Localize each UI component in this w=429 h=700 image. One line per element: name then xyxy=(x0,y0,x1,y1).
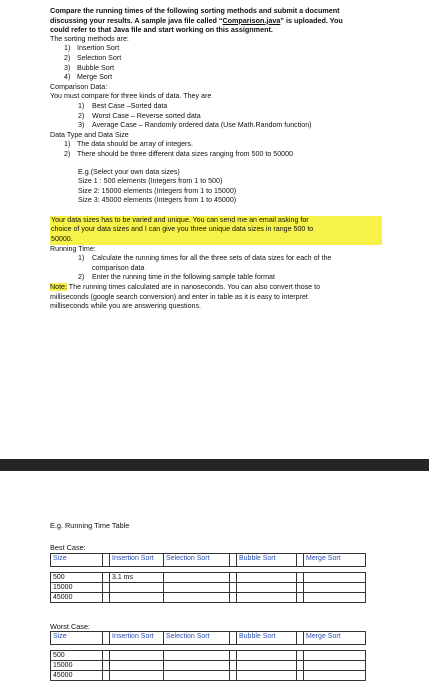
best-case-table xyxy=(50,553,366,603)
datatype-list xyxy=(50,140,382,159)
comparison-java-link[interactable]: Comparison.java xyxy=(222,15,281,25)
example-sizes: E.g.(Select your own data sizes) Size 1 : 500 elements (Integers from 1 to 500) Size 2: 15000 elements (Integers from 1 to 15000) Size 3: 45000 elements (Integers from 1 to 45000) xyxy=(78,167,237,205)
running-list xyxy=(50,254,382,283)
running-heading: Running Time: xyxy=(50,244,96,253)
worst-case-label: Worst Case: xyxy=(50,622,91,631)
table-header-row: Size Insertion Sort Selection Sort Bubble Sort Merge Sort xyxy=(51,554,366,567)
comparison-intro: You must compare for three kinds of data. They are xyxy=(50,92,212,101)
note-label: Note: xyxy=(50,283,67,292)
list-item: 1) Insertion Sort xyxy=(64,44,120,53)
table-header-row: Size Insertion Sort Selection Sort Bubble Sort Merge Sort xyxy=(51,632,366,645)
comparison-heading: Comparison Data: xyxy=(50,82,108,91)
list-item: 1) The data should be array of integers. xyxy=(64,140,193,149)
table-row: 45000 xyxy=(51,671,366,681)
list-item: 2) Selection Sort xyxy=(64,53,122,62)
worst-case-table xyxy=(50,631,366,681)
best-case-label: Best Case: xyxy=(50,543,86,552)
best-insertion-500-cell: 3.1 ms xyxy=(110,573,164,583)
list-item: 4) Merge Sort xyxy=(64,73,113,82)
table-caption: E.g. Running Time Table xyxy=(50,521,130,530)
assignment-title: Compare the running times of the following sorting methods and submit a document discussing your results. A sample java file called “Comparison.java” is uploaded. You could refer to that Java file and start working on this assignment. xyxy=(50,6,343,35)
sorting-intro: The sorting methods are: xyxy=(50,34,129,43)
list-item: 3) Bubble Sort xyxy=(64,63,115,72)
list-item: 1) Best Case –Sorted data xyxy=(78,101,168,110)
table-row: 15000 xyxy=(51,583,366,593)
comparison-list xyxy=(50,102,382,131)
sorting-methods-list xyxy=(50,44,382,82)
highlighted-notice: Your data sizes has to be varied and unique. You can send me an email asking for choice of your data sizes and I can give you three unique data sizes in range 500 to 50000. xyxy=(50,216,382,245)
list-item: 1) Calculate the running times for all the three sets of data sizes for each of the comparison data xyxy=(78,254,332,272)
assignment-text xyxy=(50,6,382,312)
table-row: 500 xyxy=(51,651,366,661)
list-item: 2) Worst Case – Reverse sorted data xyxy=(78,111,201,120)
list-item: 3) Average Case – Randomly ordered data (Use Math.Random function) xyxy=(78,121,312,130)
table-row: 45000 xyxy=(51,593,366,603)
note-paragraph: Note: The running times calculated are in nanoseconds. You can also convert those to milliseconds (google search conversion) and enter in table as it is easy to interpret milliseconds while you are answering questions. xyxy=(50,283,321,311)
list-item: 2) There should be three different data sizes ranging from 500 to 50000 xyxy=(64,149,293,158)
page-divider-bar xyxy=(0,459,429,471)
datatype-heading: Data Type and Data Size xyxy=(50,130,129,139)
list-item: 2) Enter the running time in the following sample table format xyxy=(78,273,275,282)
table-row: 15000 xyxy=(51,661,366,671)
table-row: 500 3.1 ms xyxy=(51,573,366,583)
